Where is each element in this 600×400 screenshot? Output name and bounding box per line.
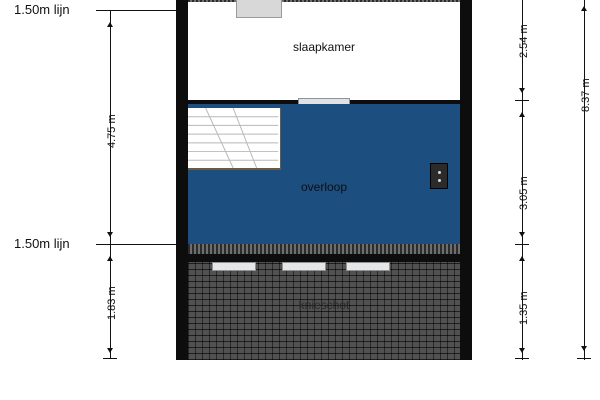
dimension-arrow-down-r2 <box>519 232 525 237</box>
annotation-150m-lijn-bottom: 1.50m lijn <box>14 236 70 251</box>
wall-unit-icon <box>430 163 448 189</box>
dimension-arrow-up-r2 <box>519 112 525 117</box>
staircase <box>188 108 292 170</box>
dimension-text-837m: 8.37 m <box>580 78 592 112</box>
dimension-text-475m: 4.75 m <box>106 114 118 148</box>
dimension-arrow-up-r3 <box>519 256 525 261</box>
dimension-arrow-up-2 <box>107 256 113 261</box>
dimension-text-135m: 1.35 m <box>518 291 530 325</box>
dimension-tick-right-2 <box>515 100 529 101</box>
room-label-slaapkamer: slaapkamer <box>292 40 356 54</box>
dimension-arrow-down-r3 <box>519 348 525 353</box>
dimension-text-254m: 2.54 m <box>518 24 530 58</box>
knieschot-hatch-panel-3 <box>346 262 390 271</box>
annotation-150m-lijn-top: 1.50m lijn <box>14 2 70 17</box>
knieschot-hatch-panel-2 <box>282 262 326 271</box>
dimension-tick-right-3 <box>515 244 529 245</box>
dimension-arrow-down-1 <box>107 232 113 237</box>
dimension-arrow-down-overall <box>581 346 587 351</box>
dimension-line-overall <box>584 0 585 360</box>
stair-treads-icon <box>188 108 290 168</box>
unit-dot-lower <box>438 179 441 182</box>
stair-void <box>280 108 292 170</box>
knieschot-hatch <box>188 244 460 254</box>
dimension-tick-left-top <box>103 10 117 11</box>
dimension-tick-left-bottom <box>103 358 117 359</box>
unit-dot-upper <box>438 171 441 174</box>
dimension-tick-overall-bottom <box>577 358 591 359</box>
dormer-window <box>236 0 282 18</box>
roof-hatch-top <box>188 0 460 2</box>
dimension-arrow-up-1 <box>107 22 113 27</box>
knieschot-hatch-panel-1 <box>212 262 256 271</box>
dimension-arrow-down-r1 <box>519 88 525 93</box>
room-label-overloop: overloop <box>300 180 348 194</box>
dimension-text-183m: 1.83 m <box>106 286 118 320</box>
dimension-tick-right-4 <box>515 358 529 359</box>
dimension-arrow-down-2 <box>107 348 113 353</box>
dimension-arrow-up-overall <box>581 6 587 11</box>
room-label-knieschot: knieschot <box>298 298 350 312</box>
dimension-text-305m: 3.05 m <box>518 176 530 210</box>
